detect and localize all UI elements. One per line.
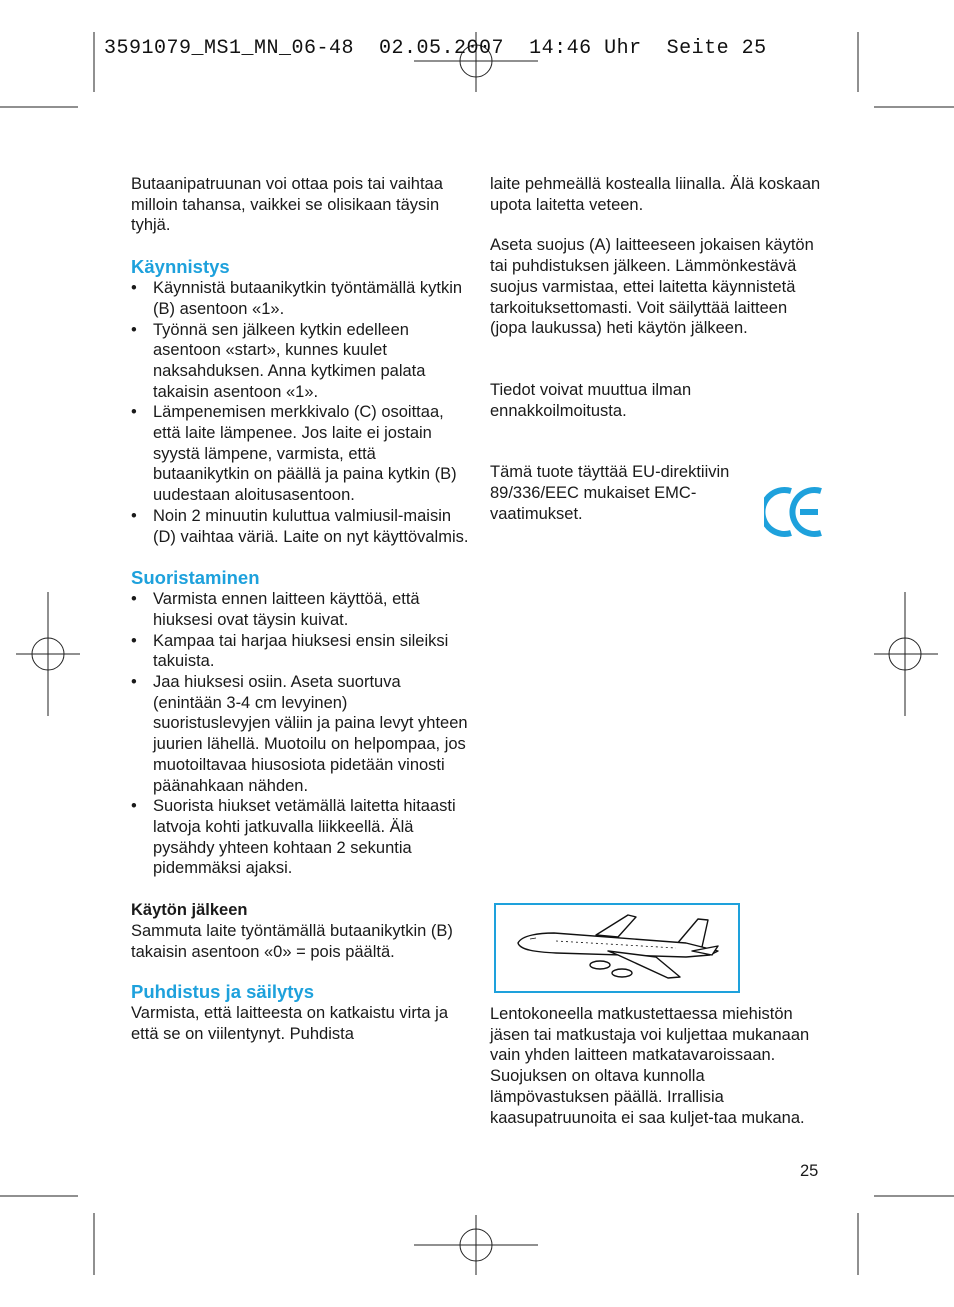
airplane-icon xyxy=(496,905,738,991)
list-item: • Käynnistä butaanikytkin työntämällä kytkin (B) asentoon «1». xyxy=(131,278,469,319)
ce-paragraph: Tämä tuote täyttää EU-direktiivin 89/336/EEC mukaiset EMC-vaatimukset. xyxy=(490,463,730,523)
airplane-illustration-box xyxy=(494,903,740,993)
list-item: • Työnnä sen jälkeen kytkin edelleen asentoon «start», kunnes kuulet naksahduksen. Anna kytkimen palata takaisin asentoon «1». xyxy=(131,320,469,403)
section-heading-suoristaminen: Suoristaminen xyxy=(131,567,260,589)
intro-paragraph: Butaanipatruunan voi ottaa pois tai vaihtaa milloin tahansa, vaikkei se olisikaan täysin tyhjä. xyxy=(131,175,443,235)
list-item: • Lämpenemisen merkkivalo (C) osoittaa, että laite lämpenee. Jos laite ei jostain syystä lämpene, varmista, että butaanikytkin on päällä ja paina kytkin (B) uudestaan aloitusasentoon. xyxy=(131,402,469,506)
list-item: • Noin 2 minuutin kuluttua valmiusil-maisin (D) vaihtaa väriä. Laite on nyt käyttövalmis. xyxy=(131,506,469,547)
list-item: • Varmista ennen laitteen käyttöä, että hiuksesi ovat täysin kuivat. xyxy=(131,589,469,630)
section-heading-kaynnistys: Käynnistys xyxy=(131,256,230,278)
list-item: • Jaa hiuksesi osiin. Aseta suortuva (enintään 3-4 cm levyinen) suoristuslevyjen väliin ja paina levyt yhteen juurien lähellä. Muotoilu on helpompaa, jos muotoiltavaa hiusosiota pidetään vinosti päänahkaan nähden. xyxy=(131,672,469,796)
protector-paragraph: Aseta suojus (A) laitteeseen jokaisen käytön tai puhdistuksen jälkeen. Lämmönkestävä suojus varmistaa, ettei laitetta käynnistetä tarkoituksettomasti. Voit säilyttää laitteen (jopa laukussa) heti käytön jälkeen. xyxy=(490,236,814,338)
section-heading-puhdistus: Puhdistus ja säilytys xyxy=(131,981,315,1003)
print-header: 3591079_MS1_MN_06-48 02.05.2007 14:46 Uhr Seite 25 xyxy=(104,37,767,60)
cleaning-paragraph: Varmista, että laitteesta on katkaistu virta ja että se on viilentynyt. Puhdista xyxy=(131,1004,449,1043)
ce-mark-icon xyxy=(764,485,826,539)
left-column xyxy=(131,174,469,1045)
after-use-paragraph: Sammuta laite työntämällä butaanikytkin (B) takaisin asentoon «0» = pois päältä. xyxy=(131,921,453,961)
kaynnistys-list xyxy=(131,278,469,547)
suoristaminen-list xyxy=(131,589,469,879)
list-item: • Kampaa tai harjaa hiuksesi ensin sileiksi takuista. xyxy=(131,631,469,672)
subheading-after-use: Käytön jälkeen xyxy=(131,901,248,920)
cleaning-continued: laite pehmeällä kostealla liinalla. Älä koskaan upota laitetta veteen. xyxy=(490,175,821,214)
page-number: 25 xyxy=(800,1162,819,1180)
list-item: • Suorista hiukset vetämällä laitetta hitaasti latvoja kohti jatkuvalla liikkeellä. Älä pysähdy yhteen kohtaan 2 sekuntia pidemmäksi ajaksi. xyxy=(131,796,469,879)
airplane-paragraph: Lentokoneella matkustettaessa miehistön jäsen tai matkustaja voi kuljettaa mukanaan vain yhden laitteen matkatavaroissaan. Suojuksen on oltava kunnolla lämpövastuksen päällä. Irrallisia kaasupatruunoita ei saa kuljet-taa mukana. xyxy=(490,1005,810,1127)
right-column xyxy=(490,174,825,524)
airplane-text-block xyxy=(490,1004,825,1128)
notice-paragraph: Tiedot voivat muuttua ilman ennakkoilmoitusta. xyxy=(490,380,692,420)
